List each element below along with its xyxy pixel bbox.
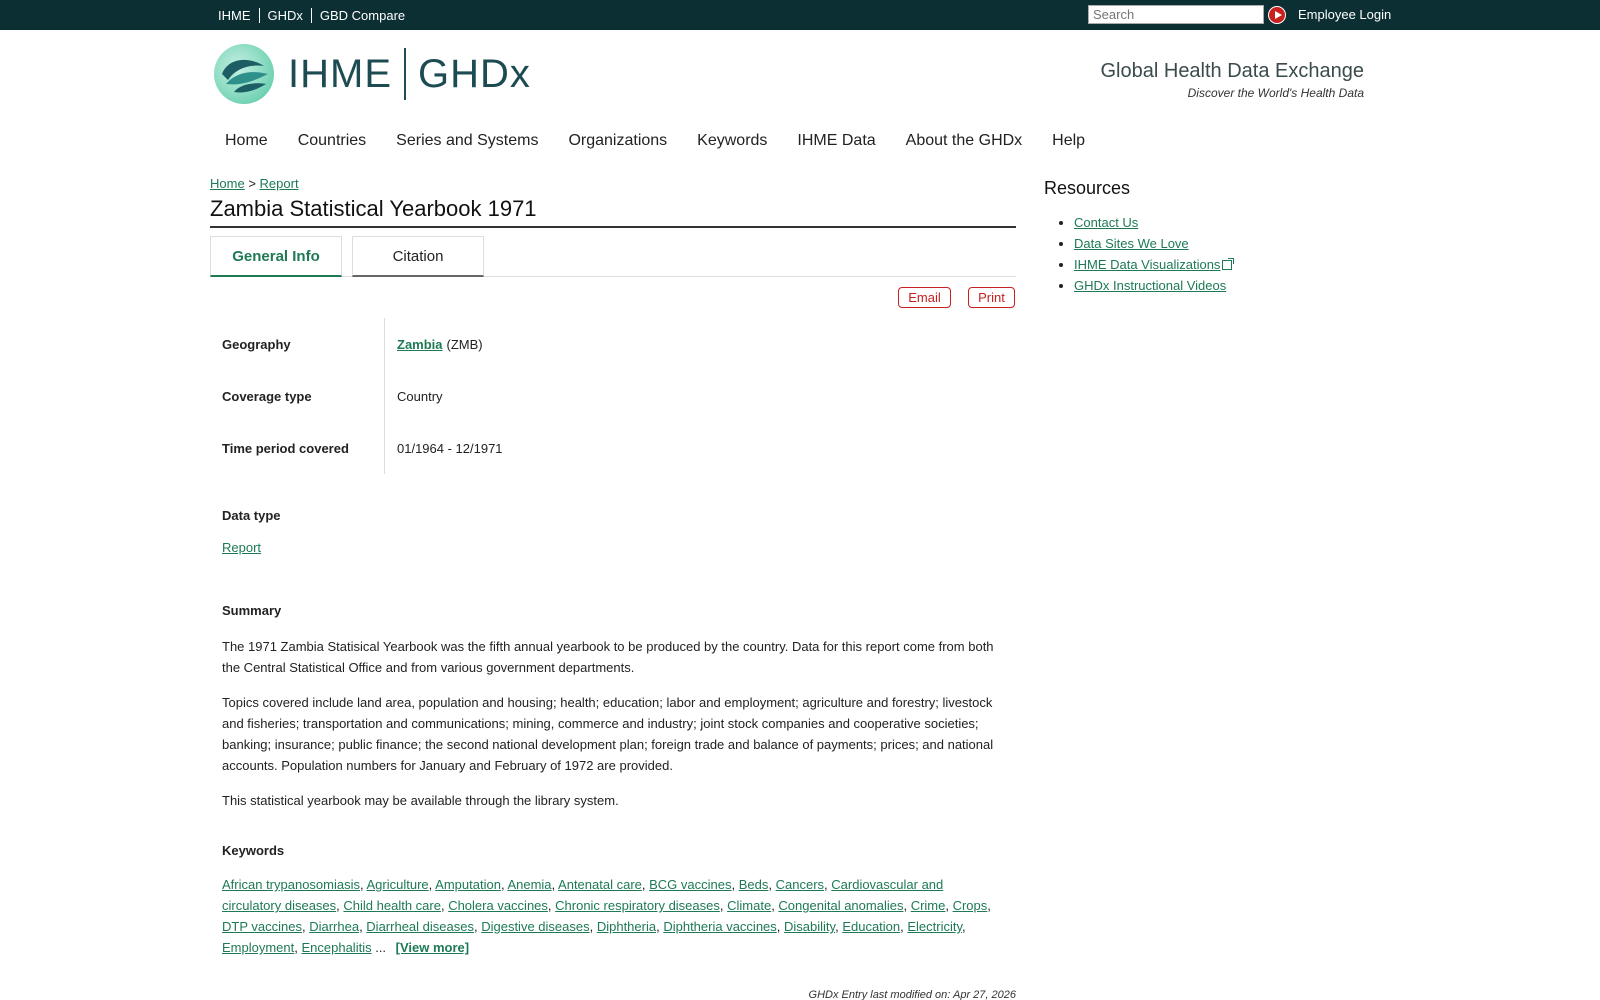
keyword-link[interactable]: Crops <box>952 898 988 913</box>
ihme-logo-icon[interactable] <box>214 44 274 104</box>
keyword-link[interactable]: Congenital anomalies <box>778 898 904 913</box>
field-row-time-period <box>222 422 1012 474</box>
tab-citation[interactable]: Citation <box>352 236 484 277</box>
nav-about[interactable]: About the GHDx <box>905 132 1023 149</box>
data-type-label: Data type <box>222 508 281 523</box>
keyword-link[interactable]: Antenatal care <box>558 877 642 892</box>
email-button[interactable]: Email <box>898 287 951 308</box>
summary-paragraph-2: Topics covered include land area, population and housing; health; education; labor and employment; agriculture and forestry; livestock and fisheries; transportation and communications; mining, commerce and industry; joint stock companies and cooperative societies; banking; insurance; public finance; the second national development plan; foreign trade and balance of payments; prices; and national accounts. Population numbers for January and February of 1972 are provided. <box>222 695 994 773</box>
field-row-coverage <box>222 370 1012 422</box>
time-period-value: 01/1964 - 12/1971 <box>384 422 503 474</box>
nav-countries[interactable]: Countries <box>297 132 367 149</box>
search-go-icon[interactable] <box>1268 6 1286 24</box>
geography-link[interactable]: Zambia <box>397 336 443 352</box>
keyword-link[interactable]: DTP vaccines <box>222 919 302 934</box>
print-button[interactable]: Print <box>968 287 1015 308</box>
search-input[interactable] <box>1088 5 1264 24</box>
logo-ihme-text[interactable]: IHME <box>288 52 392 96</box>
keywords-ellipsis: ... <box>371 940 390 955</box>
employee-login-link[interactable]: Employee Login <box>1298 7 1392 22</box>
keywords-list: African trypanosomiasis, Agriculture, Amputation, Anemia, Antenatal care, BCG vaccines, Beds, Cancers, Cardiovascular and circulatory diseases, Child health care, Cholera vaccines, Chronic respiratory diseases, Climate, Congenital anomalies, Crime, Crops, DTP vaccines, Diarrhea, Diarrheal diseases, Digestive diseases, Diphtheria, Diphtheria vaccines, Disability, Education, Electricity, Employment, Encephalitis ... [View more] <box>222 877 991 955</box>
external-link-icon <box>1222 260 1232 270</box>
nav-organizations[interactable]: Organizations <box>568 132 668 149</box>
tab-general-info[interactable]: General Info <box>210 236 342 277</box>
breadcrumb <box>210 176 299 191</box>
keyword-link[interactable]: Disability <box>784 919 836 934</box>
nav-keywords[interactable]: Keywords <box>697 132 768 149</box>
geography-value <box>384 318 483 370</box>
breadcrumb-separator: > <box>248 176 256 191</box>
summary-label: Summary <box>222 603 282 618</box>
keyword-link[interactable]: BCG vaccines <box>649 877 732 892</box>
breadcrumb-home[interactable]: Home <box>210 176 245 191</box>
keyword-link[interactable]: Beds <box>738 877 769 892</box>
record-fields <box>222 318 1012 474</box>
page-title: Zambia Statistical Yearbook 1971 <box>210 196 1016 228</box>
view-more-keywords-link[interactable]: [View more] <box>395 940 470 955</box>
resources-title: Resources <box>1044 178 1131 198</box>
summary-paragraph-3: This statistical yearbook may be available through the library system. <box>222 793 619 808</box>
resource-data-sites[interactable]: Data Sites We Love <box>1074 236 1189 251</box>
top-link-ghdx[interactable]: GHDx <box>259 8 311 23</box>
top-link-ihme[interactable]: IHME <box>218 7 251 23</box>
nav-help[interactable]: Help <box>1052 132 1086 149</box>
keyword-link[interactable]: Diarrheal diseases <box>366 919 474 934</box>
keyword-link[interactable]: Chronic respiratory diseases <box>555 898 720 913</box>
resource-contact-us[interactable]: Contact Us <box>1074 215 1139 230</box>
nav-series-and-systems[interactable]: Series and Systems <box>396 132 539 149</box>
resource-instructional-videos[interactable]: GHDx Instructional Videos <box>1074 278 1227 293</box>
keyword-link[interactable]: Cancers <box>775 877 825 892</box>
coverage-value: Country <box>384 370 443 422</box>
keyword-link[interactable]: Encephalitis <box>301 940 372 955</box>
data-type-link[interactable]: Report <box>222 540 262 555</box>
keyword-link[interactable]: Cholera vaccines <box>448 898 548 913</box>
keyword-link[interactable]: Electricity <box>907 919 963 934</box>
keyword-link[interactable]: Crime <box>910 898 946 913</box>
logo-divider <box>404 48 406 100</box>
time-period-label: Time period covered <box>222 440 349 456</box>
main-nav <box>210 132 1100 150</box>
breadcrumb-report[interactable]: Report <box>259 176 299 191</box>
keyword-link[interactable]: Agriculture <box>366 877 429 892</box>
site-subtagline: Discover the World's Health Data <box>1187 86 1364 100</box>
coverage-label: Coverage type <box>222 388 312 404</box>
keyword-link[interactable]: Child health care <box>343 898 441 913</box>
resource-item <box>1074 212 1232 233</box>
keyword-link[interactable]: Education <box>842 919 901 934</box>
keyword-link[interactable]: Anemia <box>507 877 552 892</box>
keyword-link[interactable]: Diphtheria <box>596 919 657 934</box>
geography-label: Geography <box>222 336 291 352</box>
summary-paragraph-1: The 1971 Zambia Statisical Yearbook was the fifth annual yearbook to be produced by the country. Data for this report come from both the Central Statistical Office and from various government departments. <box>222 639 994 675</box>
top-link-gbd-compare[interactable]: GBD Compare <box>311 8 413 23</box>
nav-home[interactable]: Home <box>225 132 268 149</box>
logo-ghdx-text[interactable]: GHDx <box>418 52 531 96</box>
resource-item <box>1074 254 1232 275</box>
resource-ihme-viz[interactable]: IHME Data Visualizations <box>1074 257 1221 272</box>
resource-item <box>1074 275 1232 296</box>
keyword-link[interactable]: Diphtheria vaccines <box>663 919 777 934</box>
keyword-link[interactable]: Digestive diseases <box>481 919 590 934</box>
resource-item <box>1074 233 1232 254</box>
keyword-link[interactable]: Employment <box>222 940 295 955</box>
keywords-label: Keywords <box>222 843 285 858</box>
field-row-geography <box>222 318 1012 370</box>
keyword-link[interactable]: Cardiovascular and circulatory diseases <box>222 877 944 913</box>
top-links <box>210 0 413 30</box>
top-bar <box>0 0 1600 30</box>
keyword-link[interactable]: African trypanosomiasis <box>222 877 360 892</box>
resources-list <box>1074 212 1232 296</box>
keyword-link[interactable]: Diarrhea <box>309 919 360 934</box>
site-tagline: Global Health Data Exchange <box>1100 60 1364 82</box>
geography-code: (ZMB) <box>446 336 483 352</box>
keyword-link[interactable]: Climate <box>727 898 772 913</box>
keyword-link[interactable]: Amputation <box>435 877 501 892</box>
last-modified: GHDx Entry last modified on: Apr 27, 2026 <box>808 989 1016 1000</box>
nav-ihme-data[interactable]: IHME Data <box>797 132 876 149</box>
